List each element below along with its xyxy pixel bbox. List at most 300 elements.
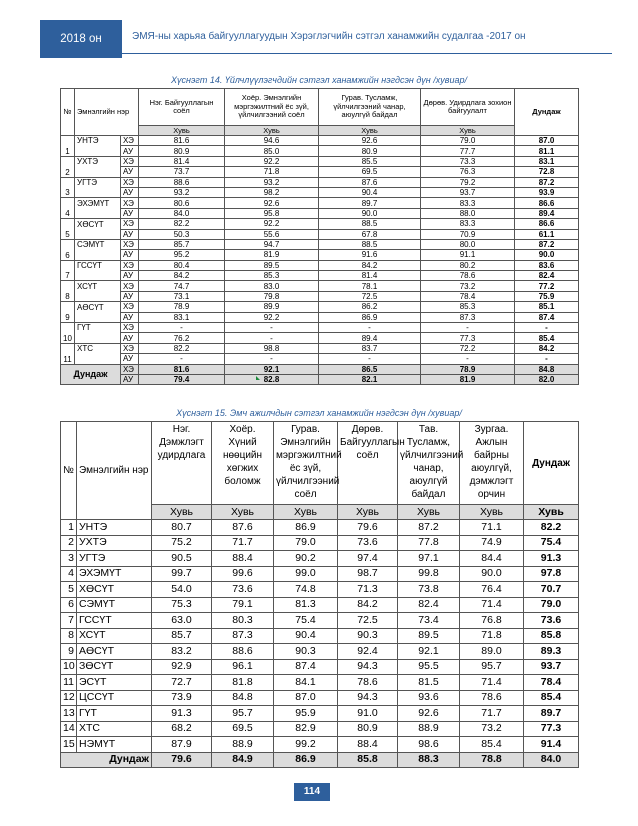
value-cell: 80.9 xyxy=(338,721,398,737)
average-cell: 85.1 xyxy=(515,302,579,312)
table15-col-1: Нэг. Дэмжлэгт удирдлага xyxy=(152,422,212,505)
table-row xyxy=(61,644,579,660)
value-cell: 73.6 xyxy=(212,582,274,598)
footer-value: 85.8 xyxy=(338,752,398,768)
value-cell: 92.6 xyxy=(398,706,460,722)
value-cell: 96.1 xyxy=(212,659,274,675)
table14-col-3: Гурав. Тусламж, үйлчилгээний чанар, аюулгүй байдал xyxy=(319,89,421,126)
value-cell: 72.5 xyxy=(319,291,421,301)
table14-col-name: Эмнэлгийн нэр xyxy=(75,89,139,136)
value-cell: 80.0 xyxy=(421,239,515,249)
average-cell: 85.4 xyxy=(515,333,579,343)
respondent-type: ХЭ xyxy=(121,156,139,166)
table-row xyxy=(61,239,579,249)
value-cell: 71.1 xyxy=(460,520,524,536)
average-cell: 89.3 xyxy=(524,644,579,660)
table15-col-2: Хоёр. Хүний нөөцийн хөгжих боломж xyxy=(212,422,274,505)
table-row xyxy=(61,582,579,598)
value-cell: 87.6 xyxy=(319,177,421,187)
average-cell: 61.1 xyxy=(515,229,579,239)
table-row xyxy=(61,229,579,239)
row-number: 10 xyxy=(61,659,77,675)
table-row xyxy=(61,219,579,229)
respondent-type: ХЭ xyxy=(121,364,139,374)
value-cell: 79.6 xyxy=(338,520,398,536)
table-row xyxy=(61,628,579,644)
table15-unit: Хувь xyxy=(152,505,212,520)
value-cell: 73.8 xyxy=(398,582,460,598)
value-cell: 98.7 xyxy=(338,566,398,582)
value-cell: 78.6 xyxy=(338,675,398,691)
footer-value: 79.4 xyxy=(139,374,225,384)
row-number: 1 xyxy=(61,136,75,157)
table15-body xyxy=(61,520,579,768)
table15-caption: Хүснэгт 15. Эмч ажилчдын сэтгэл ханамжийн нэгдсэн дүн /хувиар/ xyxy=(176,408,462,418)
average-cell: 83.6 xyxy=(515,260,579,270)
footer-value: 81.9 xyxy=(421,374,515,384)
value-cell: 84.2 xyxy=(338,597,398,613)
value-cell: 77.3 xyxy=(421,333,515,343)
table-row xyxy=(61,354,579,364)
table15-col-no: № xyxy=(61,422,77,520)
value-cell: 94.7 xyxy=(225,239,319,249)
year-label: 2018 он xyxy=(40,20,122,58)
table14-unit: Хувь xyxy=(139,126,225,136)
value-cell: - xyxy=(319,323,421,333)
page-number: 114 xyxy=(294,783,330,801)
hospital-name: УНТЭ xyxy=(77,520,152,536)
average-cell: 75.4 xyxy=(524,535,579,551)
value-cell: 87.9 xyxy=(152,737,212,753)
table15-col-5: Тав. Тусламж, үйлчилгээний чанар, аюулгүй байдал xyxy=(398,422,460,505)
row-number: 7 xyxy=(61,260,75,281)
value-cell: 80.9 xyxy=(139,146,225,156)
value-cell: 93.6 xyxy=(398,690,460,706)
row-number: 9 xyxy=(61,302,75,323)
respondent-type: ХЭ xyxy=(121,198,139,208)
row-number: 11 xyxy=(61,343,75,364)
value-cell: 73.6 xyxy=(338,535,398,551)
footer-label: Дундаж xyxy=(61,364,121,385)
value-cell: 79.0 xyxy=(421,136,515,146)
footer-value: 86.9 xyxy=(274,752,338,768)
row-number: 13 xyxy=(61,706,77,722)
value-cell: 97.4 xyxy=(338,551,398,567)
hospital-name: ЦССҮТ xyxy=(77,690,152,706)
table-row xyxy=(61,198,579,208)
value-cell: 81.4 xyxy=(319,271,421,281)
value-cell: 87.4 xyxy=(274,659,338,675)
average-cell: - xyxy=(515,323,579,333)
row-number: 4 xyxy=(61,198,75,219)
value-cell: - xyxy=(225,354,319,364)
respondent-type: ХЭ xyxy=(121,302,139,312)
row-number: 2 xyxy=(61,535,77,551)
value-cell: 93.2 xyxy=(225,177,319,187)
table-row xyxy=(61,250,579,260)
value-cell: 84.4 xyxy=(460,551,524,567)
row-number: 3 xyxy=(61,177,75,198)
average-cell: 86.6 xyxy=(515,198,579,208)
value-cell: 79.0 xyxy=(274,535,338,551)
footer-value: 78.9 xyxy=(421,364,515,374)
value-cell: 70.9 xyxy=(421,229,515,239)
value-cell: 95.8 xyxy=(225,208,319,218)
value-cell: - xyxy=(421,354,515,364)
hospital-name-blank xyxy=(75,354,121,364)
hospital-name: УНТЭ xyxy=(75,136,121,146)
row-number: 3 xyxy=(61,551,77,567)
value-cell: 71.7 xyxy=(460,706,524,722)
cell-marker xyxy=(256,376,260,380)
value-cell: 78.4 xyxy=(421,291,515,301)
header-title: ЭМЯ-ны харьяа байгууллагуудын Хэрэглэгчийн сэтгэл ханамжийн судалгаа -2017 он xyxy=(132,31,526,42)
hospital-name: ХСҮТ xyxy=(77,628,152,644)
value-cell: 83.0 xyxy=(225,281,319,291)
value-cell: 92.4 xyxy=(338,644,398,660)
table14-unit: Хувь xyxy=(421,126,515,136)
average-cell: 86.6 xyxy=(515,219,579,229)
table15-unit: Хувь xyxy=(338,505,398,520)
table-row xyxy=(61,333,579,343)
table-row xyxy=(61,613,579,629)
value-cell: 87.2 xyxy=(398,520,460,536)
respondent-type: АУ xyxy=(121,229,139,239)
value-cell: 80.9 xyxy=(319,146,421,156)
header-rule xyxy=(122,53,612,54)
row-number: 15 xyxy=(61,737,77,753)
value-cell: 71.4 xyxy=(460,675,524,691)
value-cell: 79.1 xyxy=(212,597,274,613)
respondent-type: АУ xyxy=(121,354,139,364)
respondent-type: ХЭ xyxy=(121,343,139,353)
value-cell: 63.0 xyxy=(152,613,212,629)
value-cell: 85.3 xyxy=(421,302,515,312)
value-cell: 85.0 xyxy=(225,146,319,156)
row-number: 11 xyxy=(61,675,77,691)
average-cell: 77.3 xyxy=(524,721,579,737)
value-cell: 74.9 xyxy=(460,535,524,551)
table-row xyxy=(61,659,579,675)
row-number: 9 xyxy=(61,644,77,660)
average-cell: 93.9 xyxy=(515,187,579,197)
value-cell: 85.7 xyxy=(139,239,225,249)
table-row xyxy=(61,566,579,582)
hospital-name: ХТС xyxy=(75,343,121,353)
average-cell: 82.4 xyxy=(515,271,579,281)
value-cell: 55.6 xyxy=(225,229,319,239)
value-cell: 85.3 xyxy=(225,271,319,281)
table-row xyxy=(61,312,579,322)
average-cell: 84.2 xyxy=(515,343,579,353)
value-cell: 89.5 xyxy=(398,628,460,644)
value-cell: - xyxy=(319,354,421,364)
hospital-name-blank xyxy=(75,291,121,301)
hospital-name-blank xyxy=(75,312,121,322)
value-cell: 92.6 xyxy=(225,198,319,208)
row-number: 5 xyxy=(61,582,77,598)
value-cell: 92.2 xyxy=(225,219,319,229)
hospital-name: ЭХЭМҮТ xyxy=(75,198,121,208)
average-cell: 83.1 xyxy=(515,156,579,166)
table-row xyxy=(61,737,579,753)
hospital-name-blank xyxy=(75,271,121,281)
value-cell: 88.5 xyxy=(319,239,421,249)
row-number: 12 xyxy=(61,690,77,706)
footer-average: 84.0 xyxy=(524,752,579,768)
table-row xyxy=(61,520,579,536)
row-number: 2 xyxy=(61,156,75,177)
table-row xyxy=(61,167,579,177)
respondent-type: АУ xyxy=(121,333,139,343)
value-cell: 95.7 xyxy=(460,659,524,675)
value-cell: 93.2 xyxy=(139,187,225,197)
respondent-type: ХЭ xyxy=(121,136,139,146)
value-cell: 86.9 xyxy=(319,312,421,322)
table-row xyxy=(61,675,579,691)
value-cell: 73.2 xyxy=(421,281,515,291)
value-cell: - xyxy=(139,354,225,364)
table15-header-row xyxy=(61,422,579,505)
hospital-name-blank xyxy=(75,146,121,156)
value-cell: 90.4 xyxy=(274,628,338,644)
value-cell: 76.4 xyxy=(460,582,524,598)
value-cell: 72.2 xyxy=(421,343,515,353)
value-cell: 99.6 xyxy=(212,566,274,582)
footer-value: 82.1 xyxy=(319,374,421,384)
value-cell: 88.9 xyxy=(398,721,460,737)
table14-caption: Хүснэгт 14. Үйлчлүүлэгчдийн сэтгэл ханамжийн нэгдсэн дүн /хувиар/ xyxy=(171,75,467,85)
table-row xyxy=(61,551,579,567)
table15-unit: Хувь xyxy=(460,505,524,520)
value-cell: 69.5 xyxy=(212,721,274,737)
value-cell: 99.2 xyxy=(274,737,338,753)
value-cell: 73.3 xyxy=(421,156,515,166)
value-cell: 90.4 xyxy=(319,187,421,197)
table15 xyxy=(60,421,579,768)
average-cell: 79.0 xyxy=(524,597,579,613)
table14-unit-row xyxy=(61,126,579,136)
value-cell: 99.8 xyxy=(398,566,460,582)
footer-value: 82.8 xyxy=(225,374,319,384)
value-cell: - xyxy=(139,323,225,333)
value-cell: 78.6 xyxy=(460,690,524,706)
average-cell: 89.7 xyxy=(524,706,579,722)
value-cell: 73.2 xyxy=(460,721,524,737)
hospital-name: СЭМҮТ xyxy=(77,597,152,613)
value-cell: 75.2 xyxy=(152,535,212,551)
value-cell: 79.2 xyxy=(421,177,515,187)
value-cell: 88.6 xyxy=(139,177,225,187)
average-cell: 85.8 xyxy=(524,628,579,644)
page-header xyxy=(0,0,638,60)
average-cell: 91.4 xyxy=(524,737,579,753)
hospital-name: ХТС xyxy=(77,721,152,737)
hospital-name-blank xyxy=(75,208,121,218)
hospital-name: ЭСҮТ xyxy=(77,675,152,691)
value-cell: 87.0 xyxy=(274,690,338,706)
value-cell: 68.2 xyxy=(152,721,212,737)
value-cell: 92.1 xyxy=(398,644,460,660)
value-cell: 91.1 xyxy=(421,250,515,260)
respondent-type: АУ xyxy=(121,271,139,281)
footer-row xyxy=(61,364,579,374)
hospital-name: УХТЭ xyxy=(77,535,152,551)
value-cell: 81.5 xyxy=(398,675,460,691)
value-cell: 95.2 xyxy=(139,250,225,260)
value-cell: 90.0 xyxy=(319,208,421,218)
table-row xyxy=(61,156,579,166)
value-cell: 84.8 xyxy=(212,690,274,706)
average-cell: 87.4 xyxy=(515,312,579,322)
hospital-name: СЭМҮТ xyxy=(75,239,121,249)
respondent-type: АУ xyxy=(121,312,139,322)
value-cell: 87.3 xyxy=(421,312,515,322)
table14-body xyxy=(61,136,579,385)
respondent-type: АУ xyxy=(121,167,139,177)
value-cell: 85.5 xyxy=(319,156,421,166)
table-row xyxy=(61,302,579,312)
value-cell: 98.6 xyxy=(398,737,460,753)
value-cell: 85.4 xyxy=(460,737,524,753)
average-cell: 81.1 xyxy=(515,146,579,156)
value-cell: 95.9 xyxy=(274,706,338,722)
hospital-name: ХӨСҮТ xyxy=(75,219,121,229)
value-cell: 98.2 xyxy=(225,187,319,197)
value-cell: 92.2 xyxy=(225,312,319,322)
value-cell: 88.9 xyxy=(212,737,274,753)
value-cell: 84.2 xyxy=(319,260,421,270)
value-cell: 81.8 xyxy=(212,675,274,691)
hospital-name-blank xyxy=(75,333,121,343)
hospital-name: УГТЭ xyxy=(77,551,152,567)
value-cell: 90.0 xyxy=(460,566,524,582)
average-cell: 87.0 xyxy=(515,136,579,146)
value-cell: - xyxy=(421,323,515,333)
value-cell: 89.9 xyxy=(225,302,319,312)
value-cell: 76.3 xyxy=(421,167,515,177)
hospital-name: ГҮТ xyxy=(75,323,121,333)
hospital-name: УГТЭ xyxy=(75,177,121,187)
respondent-type: ХЭ xyxy=(121,281,139,291)
average-cell: 89.4 xyxy=(515,208,579,218)
table-row xyxy=(61,721,579,737)
table-row xyxy=(61,706,579,722)
value-cell: 86.9 xyxy=(274,520,338,536)
hospital-name: ХСҮТ xyxy=(75,281,121,291)
value-cell: 76.8 xyxy=(460,613,524,629)
footer-value: 86.5 xyxy=(319,364,421,374)
value-cell: 83.3 xyxy=(421,219,515,229)
table-row xyxy=(61,271,579,281)
table15-unit: Хувь xyxy=(524,505,579,520)
value-cell: 90.5 xyxy=(152,551,212,567)
table14-col-avg: Дундаж xyxy=(515,89,579,136)
table15-unit: Хувь xyxy=(212,505,274,520)
value-cell: 80.3 xyxy=(212,613,274,629)
hospital-name: НЭМҮТ xyxy=(77,737,152,753)
table-row xyxy=(61,208,579,218)
average-cell: 75.9 xyxy=(515,291,579,301)
row-number: 8 xyxy=(61,628,77,644)
value-cell: 75.4 xyxy=(274,613,338,629)
table14 xyxy=(60,88,579,385)
value-cell: 82.2 xyxy=(139,343,225,353)
value-cell: 88.4 xyxy=(212,551,274,567)
table15-col-4: Дөрөв. Байгууллагын соёл xyxy=(338,422,398,505)
respondent-type: ХЭ xyxy=(121,323,139,333)
value-cell: 84.2 xyxy=(139,271,225,281)
table15-col-6: Зургаа. Ажлын байрны аюулгүй, дэмжлэгт орчин xyxy=(460,422,524,505)
average-cell: 87.2 xyxy=(515,239,579,249)
value-cell: 73.7 xyxy=(139,167,225,177)
table-row xyxy=(61,535,579,551)
value-cell: 75.3 xyxy=(152,597,212,613)
respondent-type: АУ xyxy=(121,374,139,384)
value-cell: 74.7 xyxy=(139,281,225,291)
respondent-type: АУ xyxy=(121,250,139,260)
hospital-name: ГҮТ xyxy=(77,706,152,722)
value-cell: 92.6 xyxy=(319,136,421,146)
table-row xyxy=(61,323,579,333)
value-cell: 76.2 xyxy=(139,333,225,343)
table15-col-3: Гурав. Эмнэлгийн мэргэжилтний ёс зүй, үйлчилгээний соёл xyxy=(274,422,338,505)
table14-col-no: № xyxy=(61,89,75,136)
value-cell: 91.3 xyxy=(152,706,212,722)
row-number: 10 xyxy=(61,323,75,344)
value-cell: 77.8 xyxy=(398,535,460,551)
value-cell: 92.2 xyxy=(225,156,319,166)
average-cell: 82.2 xyxy=(524,520,579,536)
hospital-name-blank xyxy=(75,250,121,260)
value-cell: 78.1 xyxy=(319,281,421,291)
respondent-type: АУ xyxy=(121,146,139,156)
hospital-name-blank xyxy=(75,229,121,239)
value-cell: 88.6 xyxy=(212,644,274,660)
hospital-name: ЗӨСҮТ xyxy=(77,659,152,675)
table-row xyxy=(61,281,579,291)
hospital-name: АӨСҮТ xyxy=(75,302,121,312)
table-row xyxy=(61,343,579,353)
value-cell: 97.1 xyxy=(398,551,460,567)
footer-value: 81.6 xyxy=(139,364,225,374)
value-cell: 73.9 xyxy=(152,690,212,706)
average-cell: 73.6 xyxy=(524,613,579,629)
value-cell: 84.1 xyxy=(274,675,338,691)
table-row xyxy=(61,136,579,146)
value-cell: 83.1 xyxy=(139,312,225,322)
row-number: 14 xyxy=(61,721,77,737)
value-cell: 80.4 xyxy=(139,260,225,270)
value-cell: 99.7 xyxy=(152,566,212,582)
value-cell: 89.7 xyxy=(319,198,421,208)
table-row xyxy=(61,187,579,197)
respondent-type: АУ xyxy=(121,208,139,218)
value-cell: 78.6 xyxy=(421,271,515,281)
value-cell: 88.4 xyxy=(338,737,398,753)
hospital-name: ЭХЭМҮТ xyxy=(77,566,152,582)
value-cell: 80.6 xyxy=(139,198,225,208)
footer-row xyxy=(61,374,579,384)
average-cell: 90.0 xyxy=(515,250,579,260)
table-row xyxy=(61,291,579,301)
hospital-name: ГССҮТ xyxy=(77,613,152,629)
respondent-type: АУ xyxy=(121,291,139,301)
value-cell: 82.4 xyxy=(398,597,460,613)
value-cell: 72.7 xyxy=(152,675,212,691)
table-row xyxy=(61,260,579,270)
row-number: 5 xyxy=(61,219,75,240)
